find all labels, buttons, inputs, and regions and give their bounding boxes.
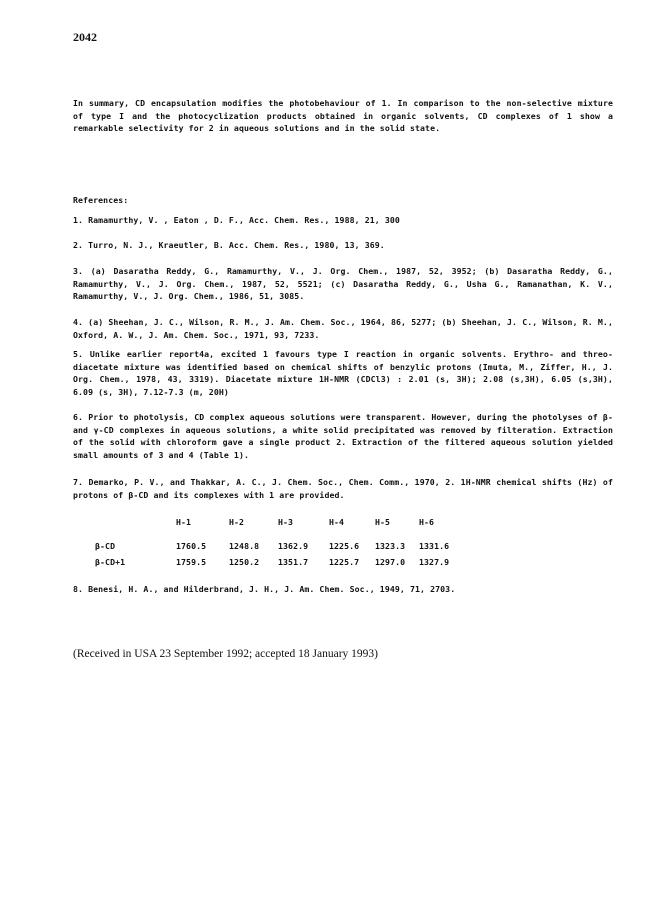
table-cell: 1323.3 [375,540,406,551]
table-header-cell: H-2 [229,517,245,527]
table-cell: 1760.5 [176,540,207,551]
table-row [95,554,463,570]
table-cell: 1759.5 [176,556,207,567]
table-cell: 1250.2 [229,556,260,567]
reference-6: 6. Prior to photolysis, CD complex aqueous solutions were transparent. However, during the photolyses of β- and γ-CD complexes in aqueous solutions, a white solid precipitated was removed by filteration. Extraction of the solid with chloroform gave a single product 2. Extraction of the filtered aqueous solution yielded small amounts of 3 and 4 (Table 1). [73,412,613,460]
page-number: 2042 [73,30,97,44]
table-header-cell [95,516,176,538]
reference-7: 7. Demarko, P. V., and Thakkar, A. C., J. Chem. Soc., Chem. Comm., 1970, 2. 1H-NMR chemical shifts (Hz) of protons of β-CD and its complexes with 1 are provided. [73,477,613,500]
table-cell: 1362.9 [278,540,309,551]
nmr-shift-table [95,516,463,570]
table-header-cell: H-1 [176,517,192,527]
table-cell: 1225.7 [329,556,360,567]
table-row-label: β-CD [95,540,116,551]
table-header-cell: H-4 [329,517,345,527]
table-cell: 1297.0 [375,556,406,567]
reference-5: 5. Unlike earlier report4a, excited 1 favours type I reaction in organic solvents. Erythro- and threo-diacetate mixture was identified based on chemical shifts of benzylic protons (Imuta, M., Ziffer, H., J. Org. Chem., 1978, 43, 3319). Diacetate mixture 1H-NMR (CDCl3) : 2.01 (s, 3H); 2.08 (s,3H), 6.05 (s,3H), 6.09 (s, 3H), 7.12-7.3 (m, 20H) [73,349,613,397]
reference-3: 3. (a) Dasaratha Reddy, G., Ramamurthy, V., J. Org. Chem., 1987, 52, 3952; (b) Dasaratha Reddy, G., Ramamurthy, V., J. Org. Chem., 1987, 52, 5521; (c) Dasaratha Reddy, G., Usha G., Ramanathan, K. V., Ramamurthy, V., J. Org. Chem., 1986, 51, 3085. [73,266,613,302]
table-row [95,538,463,554]
table-header-cell: H-3 [278,517,294,527]
table-cell: 1351.7 [278,556,309,567]
table-cell: 1248.8 [229,540,260,551]
table-cell: 1331.6 [419,540,450,551]
reference-2: 2. Turro, N. J., Kraeutler, B. Acc. Chem. Res., 1980, 13, 369. [73,240,385,250]
references-heading: References: [73,195,129,205]
table-cell: 1327.9 [419,556,450,567]
reference-1: 1. Ramamurthy, V. , Eaton , D. F., Acc. Chem. Res., 1988, 21, 300 [73,215,400,225]
summary-paragraph: In summary, CD encapsulation modifies the photobehaviour of 1. In comparison to the non-selective mixture of type I and the photocyclization products obtained in organic solvents, CD complexes of 1 show a remarkable selectivity for 2 in aqueous solutions and in the solid state. [73,98,613,134]
table-header-row [95,516,463,538]
reference-4: 4. (a) Sheehan, J. C., Wilson, R. M., J. Am. Chem. Soc., 1964, 86, 5277; (b) Sheehan, J. C., Wilson, R. M., Oxford, A. W., J. Am. Chem. Soc., 1971, 93, 7233. [73,317,613,340]
table-row-label: β-CD+1 [95,556,126,567]
table-header-cell: H-6 [419,517,435,527]
received-dates: (Received in USA 23 September 1992; accepted 18 January 1993) [73,648,378,660]
table-header-cell: H-5 [375,517,391,527]
reference-8: 8. Benesi, H. A., and Hilderbrand, J. H., J. Am. Chem. Soc., 1949, 71, 2703. [73,584,456,594]
table-cell: 1225.6 [329,540,360,551]
